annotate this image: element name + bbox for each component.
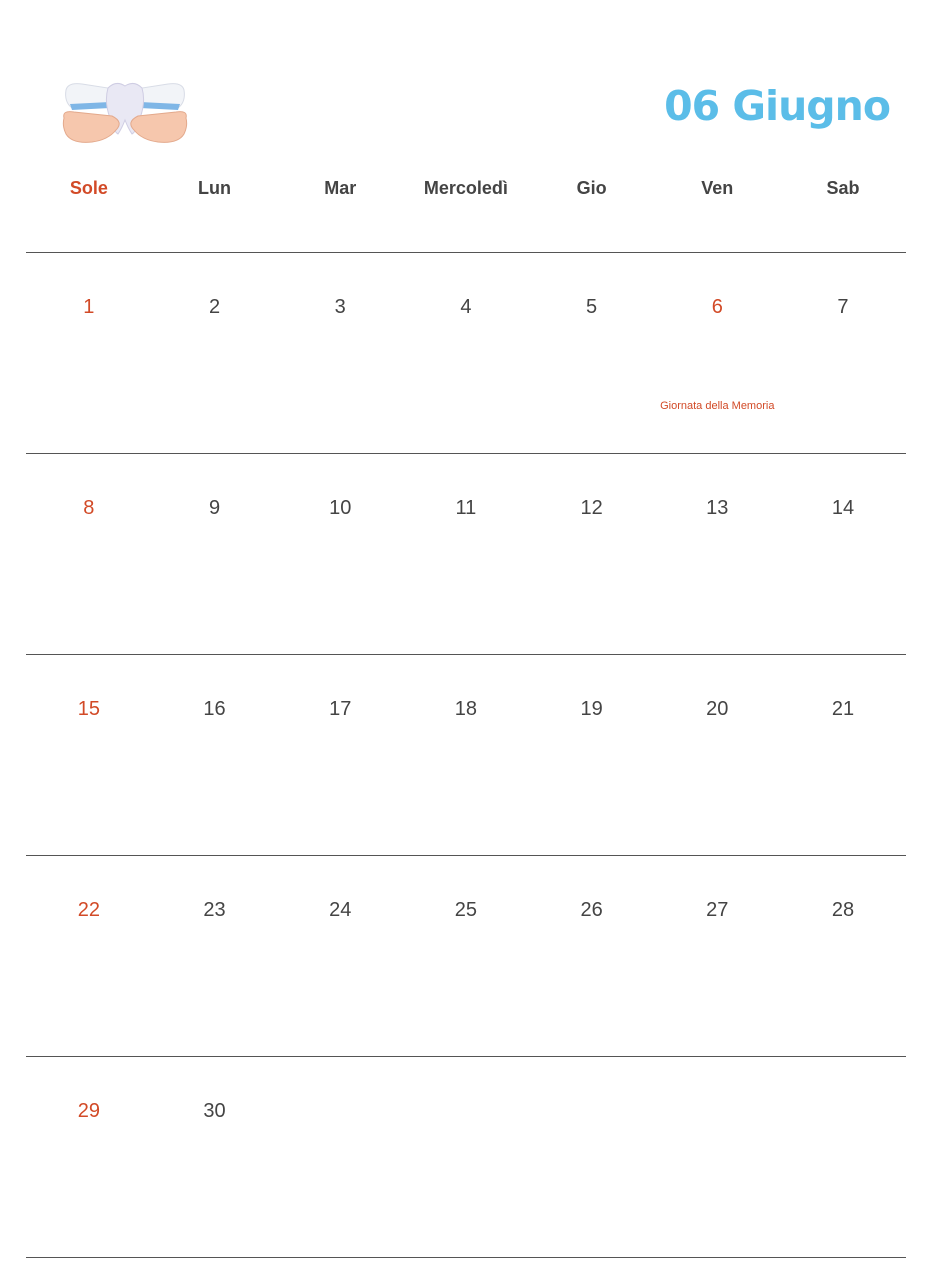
day-number: 16 [203, 698, 226, 720]
day-number: 29 [77, 1100, 100, 1122]
hands-holding-tooth-icon [58, 78, 192, 156]
day-number: 17 [329, 698, 352, 720]
day-number: 2 [208, 296, 221, 318]
calendar-day-cell[interactable] [277, 856, 403, 1056]
day-number: 21 [831, 698, 855, 720]
calendar-week-row [26, 1056, 906, 1258]
day-number: 19 [580, 698, 603, 720]
calendar-day-cell[interactable] [780, 856, 906, 1056]
day-number: 22 [77, 899, 100, 921]
calendar-day-cell[interactable] [529, 454, 655, 654]
calendar-day-cell [277, 1057, 403, 1257]
calendar-day-cell[interactable] [403, 856, 529, 1056]
calendar-day-cell[interactable] [152, 655, 278, 855]
day-number: 11 [455, 497, 477, 519]
calendar-day-cell[interactable] [152, 856, 278, 1056]
calendar-day-cell[interactable] [26, 253, 152, 453]
weekday-monday: Lun [198, 178, 232, 198]
calendar-day-cell[interactable] [277, 655, 403, 855]
weekday-wednesday: Mercoledì [423, 178, 508, 198]
calendar-day-cell[interactable] [277, 454, 403, 654]
weekday-header-row [26, 178, 906, 199]
day-number: 27 [706, 899, 729, 921]
calendar-day-cell[interactable] [529, 253, 655, 453]
day-number: 23 [203, 899, 226, 921]
calendar-day-cell[interactable] [780, 655, 906, 855]
calendar-day-cell[interactable] [403, 454, 529, 654]
weekday-tuesday: Mar [324, 178, 357, 198]
calendar-day-cell[interactable] [152, 1057, 278, 1257]
calendar-day-cell[interactable] [152, 253, 278, 453]
calendar-day-cell[interactable] [529, 856, 655, 1056]
calendar-day-cell [403, 1057, 529, 1257]
day-number: 9 [208, 497, 221, 519]
calendar-day-cell[interactable] [654, 253, 780, 453]
calendar-week-row [26, 252, 906, 453]
calendar-day-cell[interactable] [26, 454, 152, 654]
calendar-day-cell [654, 1057, 780, 1257]
calendar-week-row [26, 453, 906, 654]
calendar-grid [26, 252, 906, 1258]
weekday-sunday: Sole [69, 178, 108, 198]
day-number: 20 [706, 698, 729, 720]
calendar-week-row [26, 654, 906, 855]
day-number: 26 [580, 899, 603, 921]
weekday-saturday: Sab [826, 178, 860, 198]
calendar-day-cell[interactable] [152, 454, 278, 654]
calendar-day-cell[interactable] [529, 655, 655, 855]
day-number: 7 [837, 296, 849, 318]
day-number: 15 [77, 698, 100, 720]
day-number: 24 [329, 899, 352, 921]
day-number: 6 [711, 296, 723, 318]
day-number: 5 [586, 296, 598, 318]
calendar-day-cell[interactable] [654, 454, 780, 654]
day-number: 13 [706, 497, 729, 519]
calendar-day-cell[interactable] [780, 454, 906, 654]
calendar-day-cell [780, 1057, 906, 1257]
day-number: 12 [580, 497, 603, 519]
day-number: 4 [460, 296, 472, 318]
calendar-day-cell[interactable] [26, 856, 152, 1056]
month-title: 06 Giugno [664, 82, 890, 130]
day-number: 1 [83, 296, 95, 318]
calendar-day-cell[interactable] [403, 655, 529, 855]
calendar-day-cell [529, 1057, 655, 1257]
holiday-note: Giornata della Memoria [660, 400, 775, 412]
calendar-day-cell[interactable] [654, 856, 780, 1056]
calendar-day-cell[interactable] [26, 1057, 152, 1257]
day-number: 18 [454, 698, 478, 720]
day-number: 8 [83, 497, 95, 519]
weekday-thursday: Gio [576, 178, 607, 198]
day-number: 25 [454, 899, 478, 921]
calendar-day-cell[interactable] [26, 655, 152, 855]
calendar-week-row [26, 855, 906, 1056]
day-number: 10 [329, 497, 352, 519]
calendar-day-cell[interactable] [403, 253, 529, 453]
weekday-friday: Ven [701, 178, 734, 198]
day-number: 14 [831, 497, 855, 519]
calendar-day-cell[interactable] [277, 253, 403, 453]
day-number: 28 [831, 899, 855, 921]
calendar-day-cell[interactable] [780, 253, 906, 453]
calendar-day-cell[interactable] [654, 655, 780, 855]
day-number: 3 [334, 296, 346, 318]
day-number: 30 [203, 1100, 226, 1122]
